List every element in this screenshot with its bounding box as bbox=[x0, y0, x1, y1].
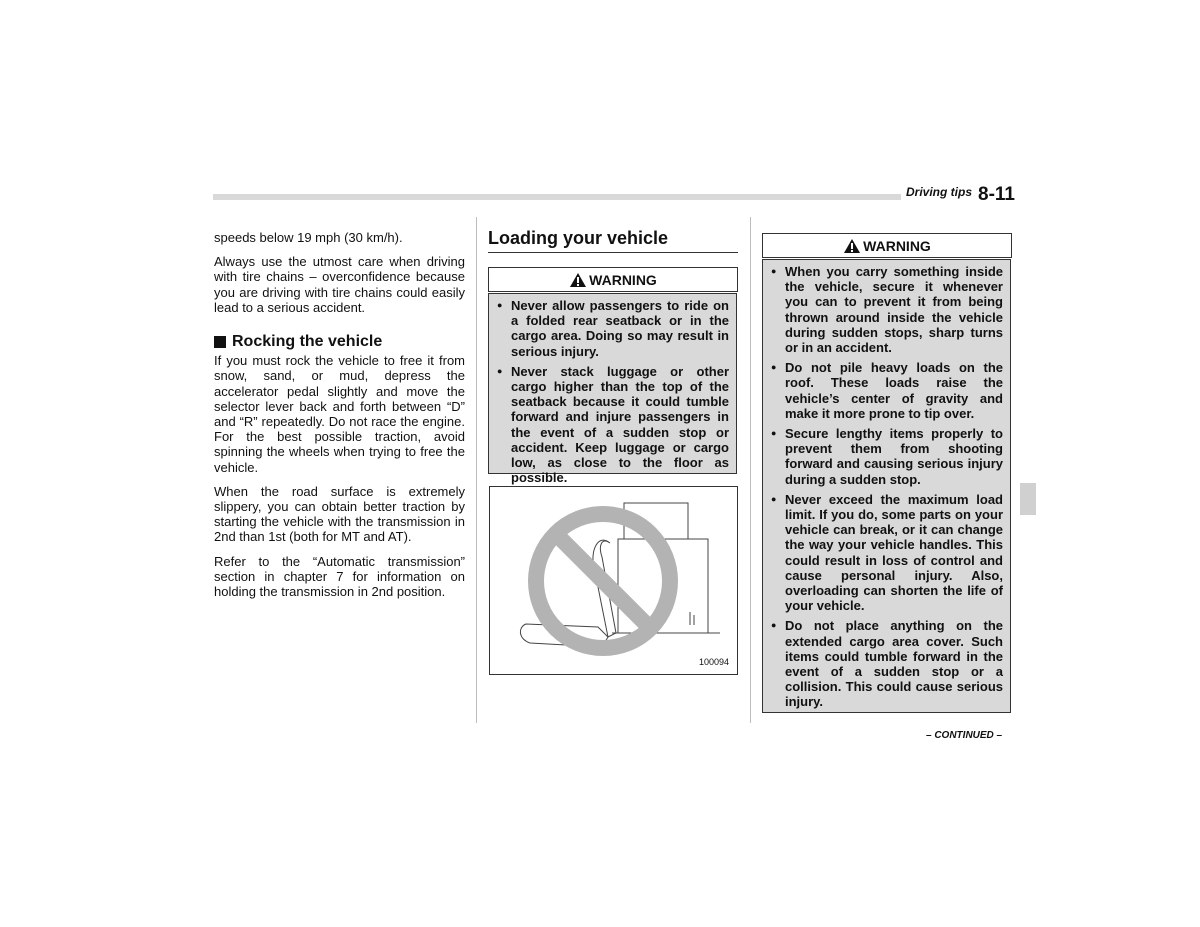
warning-label: WARNING bbox=[863, 237, 931, 254]
continued-label: – CONTINUED – bbox=[926, 730, 1003, 741]
section-heading: Loading your vehicle bbox=[488, 228, 738, 253]
warning-box bbox=[762, 259, 1011, 713]
subheading-text: Rocking the vehicle bbox=[232, 333, 383, 351]
figure-number: 100094 bbox=[698, 657, 729, 667]
warning-header bbox=[488, 267, 738, 292]
warning-item: ● Never stack luggage or other cargo higher than the top of the seatback because it could tumble forward and injure passengers in the event of a sudden stop or accident. Keep luggage or cargo low, as close to the floor as possible. bbox=[496, 364, 729, 486]
square-bullet-icon bbox=[214, 336, 226, 348]
warning-triangle-icon bbox=[843, 238, 861, 254]
subheading-rocking bbox=[214, 334, 465, 349]
warning-label: WARNING bbox=[589, 271, 657, 288]
warning-item: ● Do not pile heavy loads on the roof. These loads raise the vehicle’s center of gravity and make it more prone to tip over. bbox=[770, 360, 1003, 421]
warning-item: ● Secure lengthy items properly to prevent them from shooting forward and causing serious injury during a sudden stop. bbox=[770, 426, 1003, 487]
column-divider bbox=[750, 217, 751, 723]
warning-triangle-icon bbox=[569, 272, 587, 288]
paragraph: Always use the utmost care when driving with tire chains – overconfidence because you are driving with tire chains could easily lead to a serious accident. bbox=[214, 254, 465, 315]
warning-item: ● Never exceed the maximum load limit. If you do, some parts on your vehicle can break, or it can change the way your vehicle handles. This could result in loss of control and cause personal injury. Also, overloading can shorten the life of your vehicle. bbox=[770, 492, 1003, 614]
warning-list bbox=[770, 264, 1003, 710]
paragraph: When the road surface is extremely slippery, you can obtain better traction by starting the vehicle with the transmission in 2nd than 1st (both for MT and AT). bbox=[214, 483, 465, 545]
paragraph: If you must rock the vehicle to free it from snow, sand, or mud, depress the accelerator pedal slightly and move the selector lever back and forth between “D” and “R” repeatedly. Do not race the engine. For the best possible traction, avoid spinning the wheels when trying to free the vehicle. bbox=[214, 353, 465, 475]
illustration-figure bbox=[489, 486, 738, 675]
warning-list bbox=[496, 298, 729, 485]
warning-box bbox=[488, 293, 737, 486]
chapter-tab bbox=[1020, 483, 1036, 515]
no-stacking-illustration bbox=[490, 487, 737, 674]
header-bar bbox=[213, 194, 901, 200]
warning-item: ● Never allow passengers to ride on a folded rear seatback or in the cargo area. Doing so may result in serious injury. bbox=[496, 298, 729, 359]
paragraph: Refer to the “Automatic transmission” section in chapter 7 for information on holding the transmission in 2nd position. bbox=[214, 553, 465, 600]
warning-item: ● Do not place anything on the extended cargo area cover. Such items could tumble forward in the event of a sudden stop or a collision. This could cause serious injury. bbox=[770, 618, 1003, 709]
left-column bbox=[214, 230, 465, 608]
paragraph: speeds below 19 mph (30 km/h). bbox=[214, 230, 403, 245]
column-divider bbox=[476, 217, 477, 723]
warning-item: ● When you carry something inside the vehicle, secure it whenever you can to prevent it from being thrown around inside the vehicle during sudden stops, sharp turns or in an accident. bbox=[770, 264, 1003, 355]
warning-header bbox=[762, 233, 1012, 258]
header-section-title: Driving tips bbox=[906, 185, 973, 199]
page-number: 8-11 bbox=[978, 184, 1015, 205]
